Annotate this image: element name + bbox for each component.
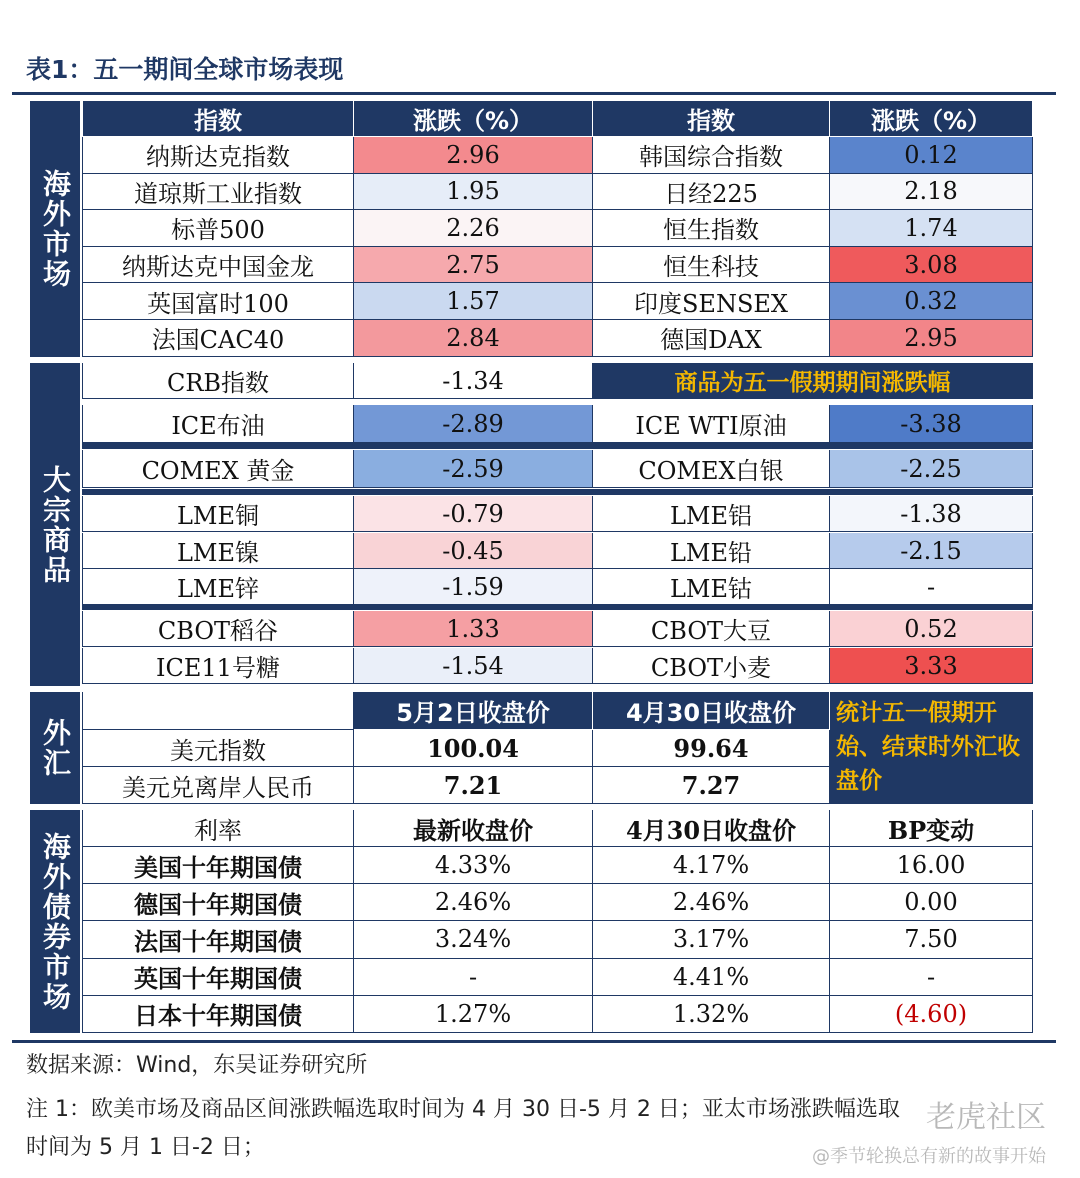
change-value: -0.45 [354,533,593,569]
change-value: 0.52 [830,611,1033,647]
change-value: 3.33 [830,648,1033,684]
bond-latest: 4.33% [354,847,593,884]
table-row [82,363,1033,399]
data-source: 数据来源：Wind，东吴证券研究所 [26,1053,368,1078]
bond-bp-change: - [830,959,1033,996]
commodity-name: CBOT稻谷 [82,611,354,647]
group-separator [82,489,1033,495]
table-row [82,320,1033,357]
change-value: 2.75 [354,247,593,284]
change-value: 2.84 [354,320,593,357]
fx-name: 美元指数 [82,730,354,767]
overseas-header-cell: 涨跌（%） [830,101,1033,137]
fx-side-label: 外汇 [30,692,80,804]
commodities-block [30,363,1033,686]
commodity-name: ICE WTI原油 [593,405,830,443]
table-title: 表1：五一期间全球市场表现 [26,55,344,84]
commodity-name: COMEX 黄金 [82,450,354,488]
commodity-name: LME钴 [593,569,830,605]
fx-table [82,692,1033,804]
bond-apr30: 4.17% [593,847,830,884]
note-line-2: 时间为 5 月 1 日-2 日； [26,1135,265,1160]
index-name: 德国DAX [593,320,830,357]
commodity-name: LME锌 [82,569,354,605]
overseas-table [82,101,1033,357]
change-value: -2.15 [830,533,1033,569]
bond-latest: - [354,959,593,996]
change-value: -0.79 [354,496,593,532]
change-value: - [830,569,1033,605]
bond-name: 日本十年期国债 [82,996,354,1033]
bonds-header-cell: BP变动 [830,810,1033,847]
change-value: -2.59 [354,450,593,488]
bond-name: 德国十年期国债 [82,884,354,921]
fx-note: 统计五一假期开始、结束时外汇收盘价 [830,692,1033,804]
bond-bp-change: (4.60) [830,996,1033,1033]
bond-latest: 3.24% [354,921,593,958]
fx-close-may2: 100.04 [354,730,593,767]
change-value: 0.32 [830,283,1033,320]
overseas-header-cell: 指数 [82,101,354,137]
bond-apr30: 3.17% [593,921,830,958]
commodity-name: COMEX白银 [593,450,830,488]
fx-header-cell: 4月30日收盘价 [593,692,830,730]
bonds-block [30,810,1033,1033]
table-row [82,137,1033,174]
commodity-name: ICE11号糖 [82,648,354,684]
overseas-side-label: 海外市场 [30,101,80,357]
table-row [82,210,1033,247]
commodity-period-header: 商品为五一假期期间涨跌幅 [593,363,1033,399]
change-value: 2.18 [830,174,1033,211]
bond-bp-change: 0.00 [830,884,1033,921]
table-row [82,921,1033,958]
table-row [82,533,1033,569]
bond-latest: 2.46% [354,884,593,921]
bond-latest: 1.27% [354,996,593,1033]
bonds-table [82,810,1033,1033]
title-rule [12,92,1056,95]
index-name: 道琼斯工业指数 [82,174,354,211]
change-value: -1.59 [354,569,593,605]
fx-header-cell: 5月2日收盘价 [354,692,593,730]
overseas-header-row [82,101,1033,137]
index-name: 恒生科技 [593,247,830,284]
commodity-name: ICE布油 [82,405,354,443]
bond-apr30: 4.41% [593,959,830,996]
table-row [82,283,1033,320]
index-name: 标普500 [82,210,354,247]
table-row [82,405,1033,443]
bonds-header-cell: 最新收盘价 [354,810,593,847]
bond-bp-change: 7.50 [830,921,1033,958]
table-row [82,496,1033,532]
index-name: 韩国综合指数 [593,137,830,174]
table-row [82,648,1033,684]
note-line-1: 注 1：欧美市场及商品区间涨跌幅选取时间为 4 月 30 日-5 月 2 日；亚太市场涨跌幅选取 [26,1097,900,1122]
table-row [82,884,1033,921]
change-value: -3.38 [830,405,1033,443]
table-row [82,174,1033,211]
commodity-name: CRB指数 [82,363,354,399]
group-separator [82,443,1033,449]
commodity-name: CBOT小麦 [593,648,830,684]
index-name: 法国CAC40 [82,320,354,357]
change-value: 2.96 [354,137,593,174]
table-row [82,611,1033,647]
bond-bp-change: 16.00 [830,847,1033,884]
change-value: 2.95 [830,320,1033,357]
index-name: 恒生指数 [593,210,830,247]
fx-close-apr30: 7.27 [593,767,830,804]
fx-header-blank [82,692,354,730]
change-value: 1.57 [354,283,593,320]
bonds-header-row [82,810,1033,847]
commodity-name: CBOT大豆 [593,611,830,647]
change-value: -1.34 [354,363,593,399]
change-value: 1.95 [354,174,593,211]
bond-apr30: 1.32% [593,996,830,1033]
fx-close-may2: 7.21 [354,767,593,804]
table-row [82,847,1033,884]
fx-block [30,692,1033,804]
bonds-header-cell: 4月30日收盘价 [593,810,830,847]
table-row [82,247,1033,284]
commodities-table [82,363,1033,686]
fx-close-apr30: 99.64 [593,730,830,767]
change-value: 1.33 [354,611,593,647]
bonds-header-cell: 利率 [82,810,354,847]
change-value: -2.89 [354,405,593,443]
table-row [82,959,1033,996]
change-value: -1.38 [830,496,1033,532]
fx-name: 美元兑离岸人民币 [82,767,354,804]
change-value: -2.25 [830,450,1033,488]
table-bottom-rule [12,1040,1056,1043]
table-row [82,569,1033,605]
bonds-side-label: 海外债券市场 [30,810,80,1033]
overseas-header-cell: 指数 [593,101,830,137]
overseas-header-cell: 涨跌（%） [354,101,593,137]
bond-name: 英国十年期国债 [82,959,354,996]
commodity-name: LME铅 [593,533,830,569]
commodity-name: LME铝 [593,496,830,532]
table-row [82,450,1033,488]
bond-apr30: 2.46% [593,884,830,921]
bond-name: 法国十年期国债 [82,921,354,958]
watermark-author: @季节轮换总有新的故事开始 [812,1146,1046,1167]
overseas-market-block [30,101,1033,357]
index-name: 纳斯达克指数 [82,137,354,174]
index-name: 日经225 [593,174,830,211]
change-value: 1.74 [830,210,1033,247]
change-value: 0.12 [830,137,1033,174]
table-row [82,996,1033,1033]
commodity-name: LME镍 [82,533,354,569]
change-value: -1.54 [354,648,593,684]
commodities-side-label: 大宗商品 [30,363,80,686]
index-name: 英国富时100 [82,283,354,320]
commodity-name: LME铜 [82,496,354,532]
index-name: 纳斯达克中国金龙 [82,247,354,284]
change-value: 3.08 [830,247,1033,284]
bond-name: 美国十年期国债 [82,847,354,884]
change-value: 2.26 [354,210,593,247]
index-name: 印度SENSEX [593,283,830,320]
watermark-brand: 老虎社区 [926,1100,1046,1135]
